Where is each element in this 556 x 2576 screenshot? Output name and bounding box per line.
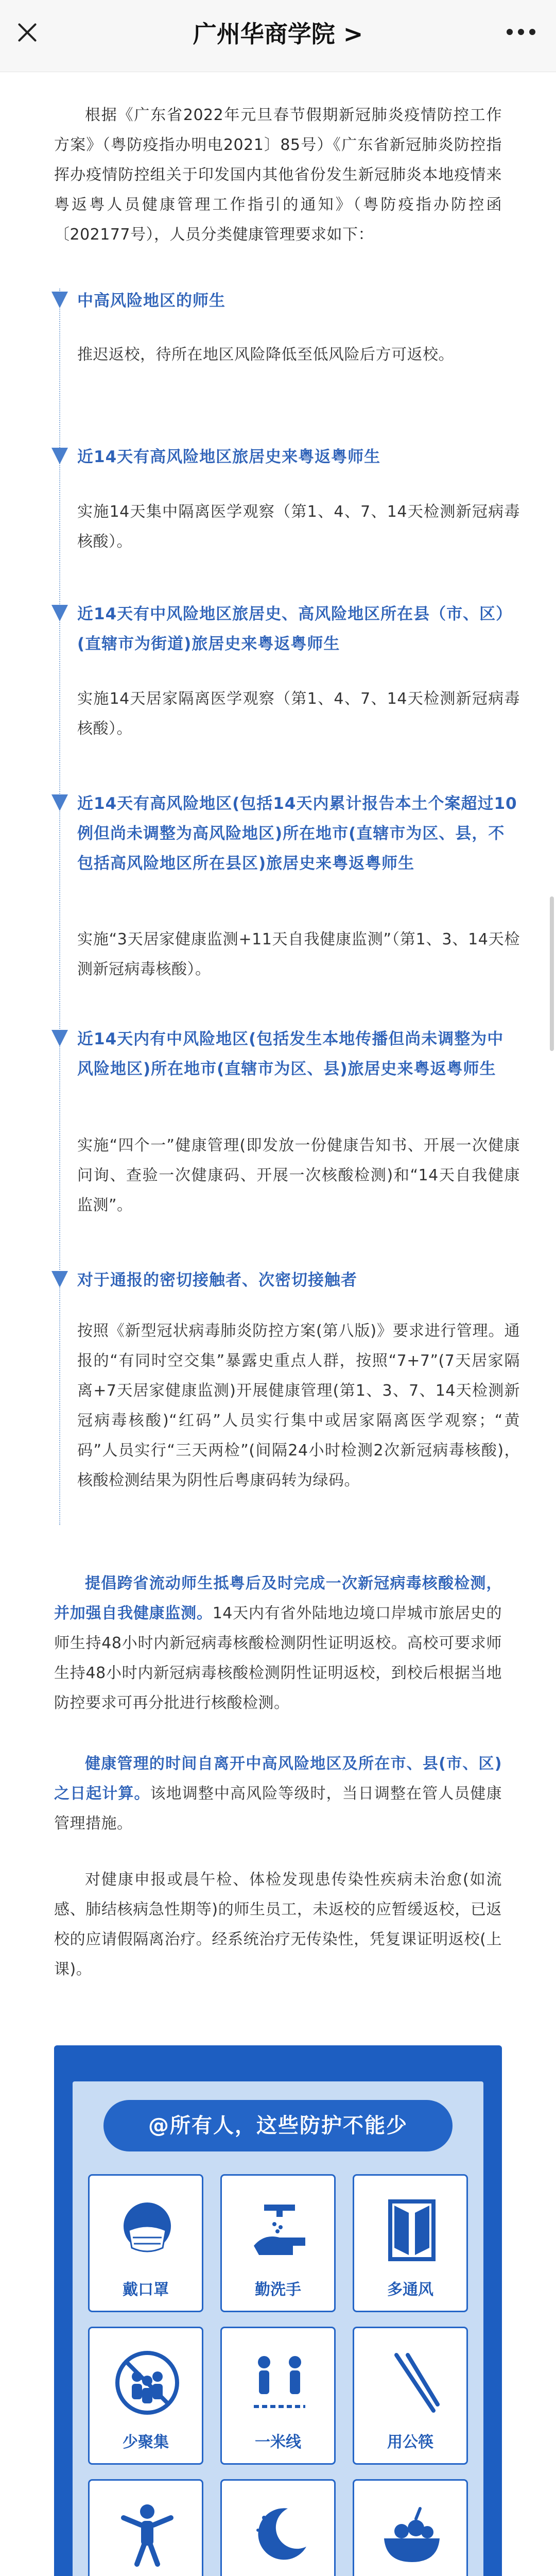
- chopsticks-icon: [376, 2347, 448, 2419]
- page-title[interactable]: 广州华商学院 >: [193, 20, 363, 48]
- bullet-icon: [51, 603, 68, 623]
- bullet-icon: [51, 1028, 68, 1048]
- crowd-icon: [111, 2347, 183, 2419]
- tile-label: 一米线: [255, 2433, 301, 2451]
- tile-label: 戴口罩: [123, 2281, 169, 2299]
- section-title: 近14天内有中风险地区(包括发生本地传播但尚未调整为中风险地区)所在地市(直辖市为区、县)旅居史来粤返粤师生: [77, 1030, 504, 1078]
- more-options-icon[interactable]: [507, 29, 537, 36]
- timeline-divider: [59, 289, 60, 1525]
- poster-panel: [73, 2081, 483, 2576]
- bullet-icon: [51, 290, 68, 310]
- tile-handwash: [220, 2174, 336, 2312]
- tile-label: 勤洗手: [255, 2281, 301, 2299]
- section-title: 近14天有高风险地区旅居史来粤返粤师生: [77, 448, 381, 466]
- section-body: 实施“3天居家健康监测+11天自我健康监测”（第1、3、14天检测新冠病毒核酸）。: [77, 930, 520, 978]
- section-title: 中高风险地区的师生: [77, 292, 225, 310]
- section-body: 实施“四个一”健康管理(即发放一份健康告知书、开展一次健康问询、查验一次健康码、开展一次核酸检测)和“14天自我健康监测”。: [77, 1137, 520, 1214]
- poster-grid: [88, 2174, 468, 2576]
- poster-heading: @所有人，这些防护不能少: [103, 2100, 453, 2151]
- bullet-icon: [51, 792, 68, 813]
- time-paragraph-text: 该地调整中高风险等级时，当日调整在管人员健康管理措施。: [54, 1785, 502, 1833]
- section-body: 推迟返校，待所在地区风险降低至低风险后方可返校。: [77, 346, 454, 364]
- nutrition-icon: [376, 2499, 448, 2571]
- tile-label: 用公筷: [387, 2433, 433, 2451]
- travel-paragraph-text: 14天内有省外陆地边境口岸城市旅居史的师生持48小时内新冠病毒核酸检测阴性证明返校。高校可要求师生持48小时内新冠病毒核酸检测阴性证明返校，到校后根据当地防控要求可再分批进行核酸检测。: [54, 1604, 502, 1712]
- handwash-icon: [244, 2194, 316, 2266]
- time-paragraph-emphasis: 健康管理的时间自离开中高风险地区及所在市、县(市、区)之日起计算。: [54, 1755, 502, 1803]
- travel-paragraph: [54, 1569, 502, 1718]
- bullet-icon: [51, 1269, 68, 1290]
- section-body: 实施14天集中隔离医学观察（第1、4、7、14天检测新冠病毒核酸）。: [77, 503, 520, 551]
- tile-crowd: [88, 2327, 203, 2465]
- intro-paragraph: 根据《广东省2022年元旦春节假期新冠肺炎疫情防控工作方案》（粤防疫指办明电2021〕85号）《广东省新冠肺炎防控指挥办疫情防控组关于印发国内其他省份发生新冠肺炎本地疫情来粤返粤人员健康管理工作指引的通知》（粤防疫指办防控函〔202177号），人员分类健康管理要求如下：: [54, 106, 502, 244]
- section-title: 近14天有中风险地区旅居史、高风险地区所在县（市、区）(直辖市为街道)旅居史来粤返粤师生: [77, 605, 513, 653]
- sick-paragraph: 对健康申报或晨午检、体检发现患传染性疾病未治愈(如流感、肺结核病急性期等)的师生员工，未返校的应暂缓返校，已返校的应请假隔离治疗。经系统治疗无传染性，凭复课证明返校(上课)。: [54, 1871, 502, 1978]
- scrollbar[interactable]: [550, 896, 554, 1051]
- prevention-poster: [54, 2045, 502, 2576]
- tile-nutrition: [353, 2479, 468, 2576]
- section-body: 按照《新型冠状病毒肺炎防控方案(第八版)》要求进行管理。通报的“有同时空交集”暴露史重点人群，按照“7+7”(7天居家隔离+7天居家健康监测)开展健康管理(第1、3、7、14天检测新冠病毒核酸)“红码”人员实行集中或居家隔离医学观察；“黄码”人员实行“三天两检”(间隔24小时检测2次新冠病毒核酸)，核酸检测结果为阴性后粤康码转为绿码。: [77, 1322, 520, 1489]
- section-title: 近14天有高风险地区(包括14天内累计报告本土个案超过10例但尚未调整为高风险地区)所在地市(直辖市为区、县，不包括高风险地区所在县区)旅居史来粤返粤师生: [77, 794, 517, 873]
- exercise-icon: [111, 2499, 183, 2571]
- top-bar: [0, 0, 556, 72]
- tile-ventilation: [353, 2174, 468, 2312]
- travel-paragraph-emphasis: 提倡跨省流动师生抵粤后及时完成一次新冠病毒核酸检测，并加强自我健康监测。: [54, 1574, 502, 1622]
- distance-icon: [244, 2347, 316, 2419]
- section-body: 实施14天居家隔离医学观察（第1、4、7、14天检测新冠病毒核酸）。: [77, 690, 520, 738]
- section-title: 对于通报的密切接触者、次密切接触者: [77, 1271, 357, 1290]
- time-paragraph: [54, 1749, 502, 1839]
- window-icon: [376, 2194, 448, 2266]
- tile-distance: [220, 2327, 336, 2465]
- tile-mask: [88, 2174, 203, 2312]
- tile-sleep: [220, 2479, 336, 2576]
- tile-label: 少聚集: [123, 2433, 169, 2451]
- mask-icon: [111, 2194, 183, 2266]
- sleep-icon: [244, 2499, 316, 2571]
- tile-chopsticks: [353, 2327, 468, 2465]
- tile-label: 多通风: [387, 2281, 433, 2299]
- bullet-icon: [51, 446, 68, 466]
- tile-exercise: [88, 2479, 203, 2576]
